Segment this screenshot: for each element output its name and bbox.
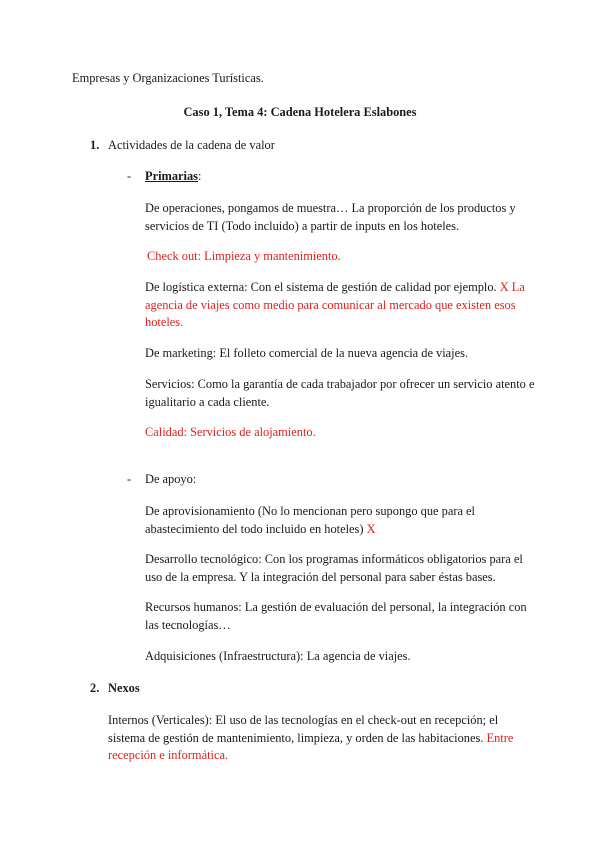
bullet-primarias: - (127, 169, 132, 183)
section-1-heading: Actividades de la cadena de valor (108, 138, 275, 152)
primarias-label: Primarias (145, 169, 198, 183)
aprovisionamiento-annotation: X (366, 521, 376, 536)
paragraph-aprovisionamiento (145, 503, 535, 538)
primarias-colon: : (198, 169, 202, 183)
document-title: Caso 1, Tema 4: Cadena Hotelera Eslabones (183, 105, 417, 119)
course-name: Empresas y Organizaciones Turísticas. (72, 71, 264, 85)
paragraph-operaciones: De operaciones, pongamos de muestra… La proporción de los productos y servicios de TI (Todo incluido) a partir de inputs en los hoteles. (145, 201, 516, 233)
logistica-text: De logística externa: Con el sistema de gestión de calidad por ejemplo. (145, 280, 497, 294)
internos-text: Internos (Verticales): El uso de las tecnologías en el check-out en recepción; el sistema de gestión de mantenimiento, limpieza, y orden de las habitaciones. (108, 713, 499, 745)
aprovisionamiento-text: De aprovisionamiento (No lo mencionan pero supongo que para el abastecimiento del todo incluido en hoteles) (145, 504, 475, 536)
paragraph-servicios: Servicios: Como la garantía de cada trabajador por ofrecer un servicio atento e igualitario a cada cliente. (145, 377, 535, 409)
section-1-number: 1. (90, 138, 100, 152)
bullet-apoyo: - (127, 472, 132, 486)
logistica-annotation: X La agencia de viajes como medio para comunicar al mercado que existen esos hoteles. (145, 280, 525, 329)
paragraph-marketing: De marketing: El folleto comercial de la nueva agencia de viajes. (145, 346, 469, 360)
paragraph-adquisiciones: Adquisiciones (Infraestructura): La agencia de viajes. (145, 649, 411, 663)
primarias-heading (145, 168, 201, 186)
paragraph-internos (108, 712, 528, 765)
paragraph-recursos: Recursos humanos: La gestión de evaluación del personal, la integración con las tecnologías… (145, 600, 527, 632)
paragraph-logistica (145, 279, 535, 332)
section-2-number: 2. (90, 681, 100, 695)
paragraph-desarrollo: Desarrollo tecnológico: Con los programas informáticos obligatorios para el uso de la empresa. Y la integración del personal para saber éstas bases. (145, 552, 523, 584)
paragraph-calidad: Calidad: Servicios de alojamiento. (145, 425, 316, 439)
internos-annotation: Entre recepción e informática. (108, 730, 514, 762)
section-2-heading: Nexos (108, 681, 140, 695)
paragraph-checkout: Check out: Limpieza y mantenimiento. (147, 249, 341, 263)
apoyo-heading: De apoyo: (145, 472, 197, 486)
